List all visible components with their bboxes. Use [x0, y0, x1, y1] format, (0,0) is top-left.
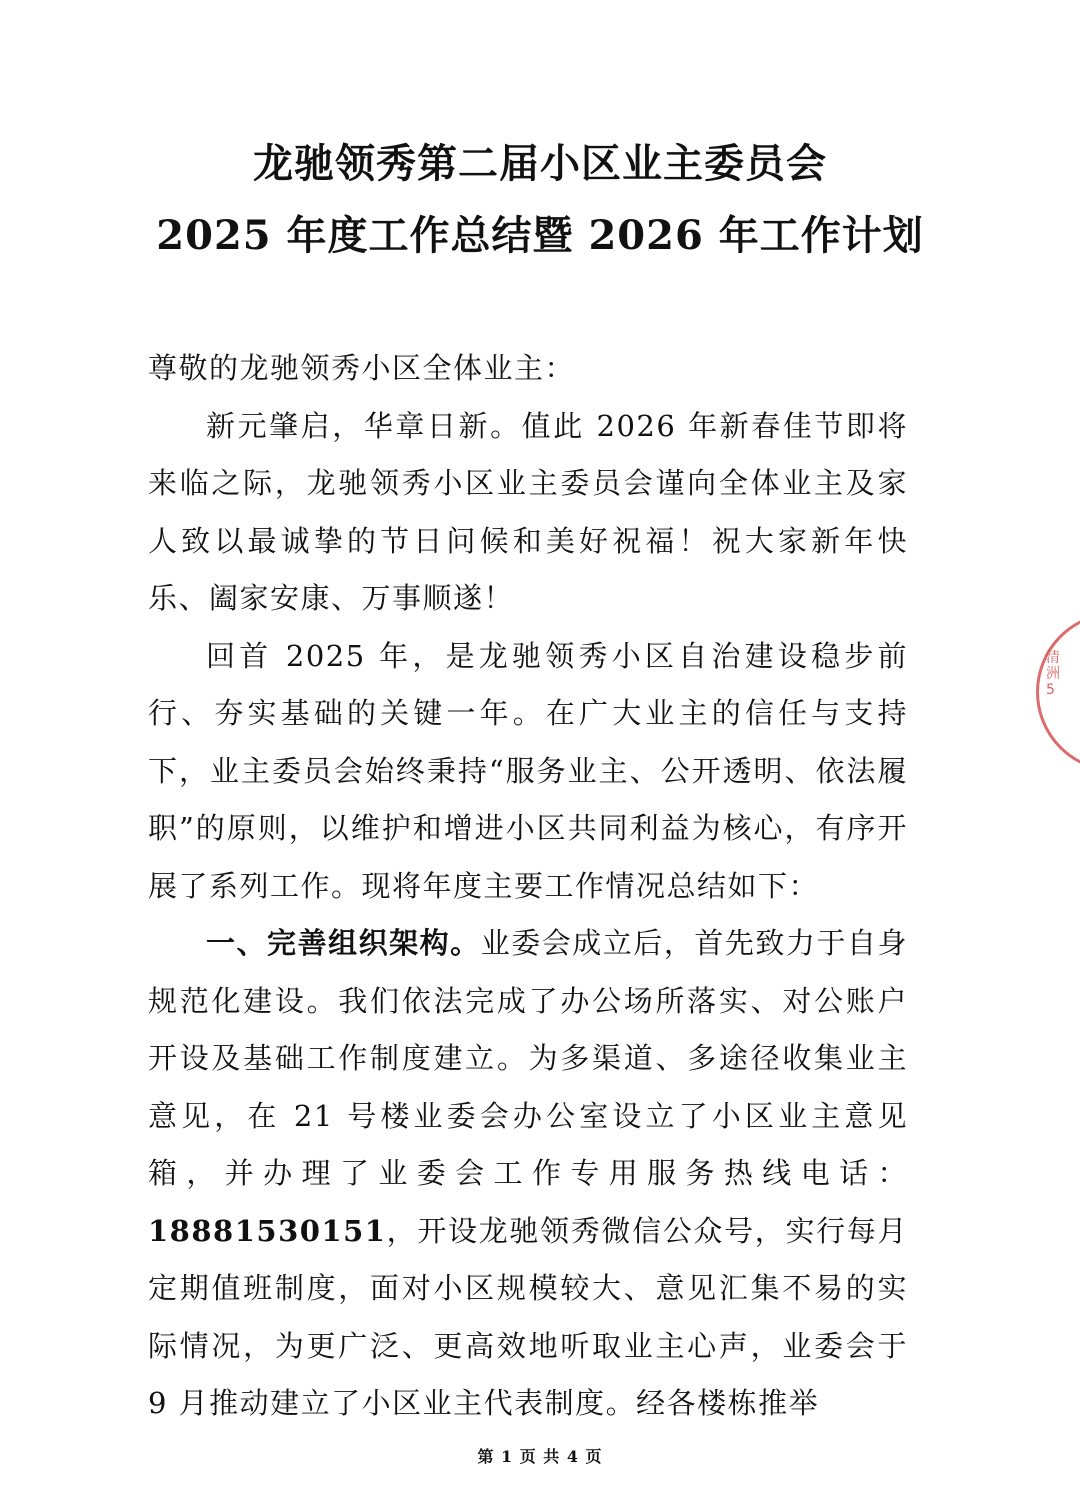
document-title-line-2: 2025 年度工作总结暨 2026 年工作计划: [156, 212, 924, 259]
section-text: 业委会成立后，首先致力于自身规范化建设。我们依法完成了办公场所落实、对公账户开设及基础工作制度建立。为多渠道、多途径收集业主意见，在 21 号楼业委会办公室设立了小区业主意见箱，并办理了业委会工作专用服务热线电话：: [148, 926, 908, 1190]
page-number-footer: 第 1 页 共 4 页: [477, 1447, 603, 1466]
paragraph-review: 回首 2025 年，是龙驰领秀小区自治建设稳步前行、夯实基础的关键一年。在广大业主的信任与支持下，业主委员会始终秉持“服务业主、公开透明、依法履职”的原则，以维护和增进小区共同利益为核心，有序开展了系列工作。现将年度主要工作情况总结如下：: [148, 638, 908, 903]
red-seal-stamp: [1036, 612, 1080, 782]
section-heading: 一、完善组织架构。: [206, 926, 481, 960]
hotline-number: 18881530151: [148, 1213, 387, 1248]
document-title-line-1: 龙驰领秀第二届小区业主委员会: [253, 140, 827, 187]
seal-text: 清洲 5: [1046, 650, 1060, 698]
paragraph-organization: [148, 915, 908, 1433]
paragraph-greeting: 新元肇启，华章日新。值此 2026 年新春佳节即将来临之际，龙驰领秀小区业主委员会谨向全体业主及家人致以最诚挚的节日问候和美好祝福！祝大家新年快乐、阖家安康、万事顺遂！: [148, 408, 908, 615]
document-body: [148, 340, 908, 1433]
section-text-continued: ，开设龙驰领秀微信公众号，实行每月定期值班制度，面对小区规模较大、意见汇集不易的实际情况，为更广泛、更高效地听取业主心声，业委会于 9 月推动建立了小区业主代表制度。经各楼栋推举: [148, 1213, 908, 1420]
salutation: 尊敬的龙驰领秀小区全体业主：: [148, 351, 576, 385]
